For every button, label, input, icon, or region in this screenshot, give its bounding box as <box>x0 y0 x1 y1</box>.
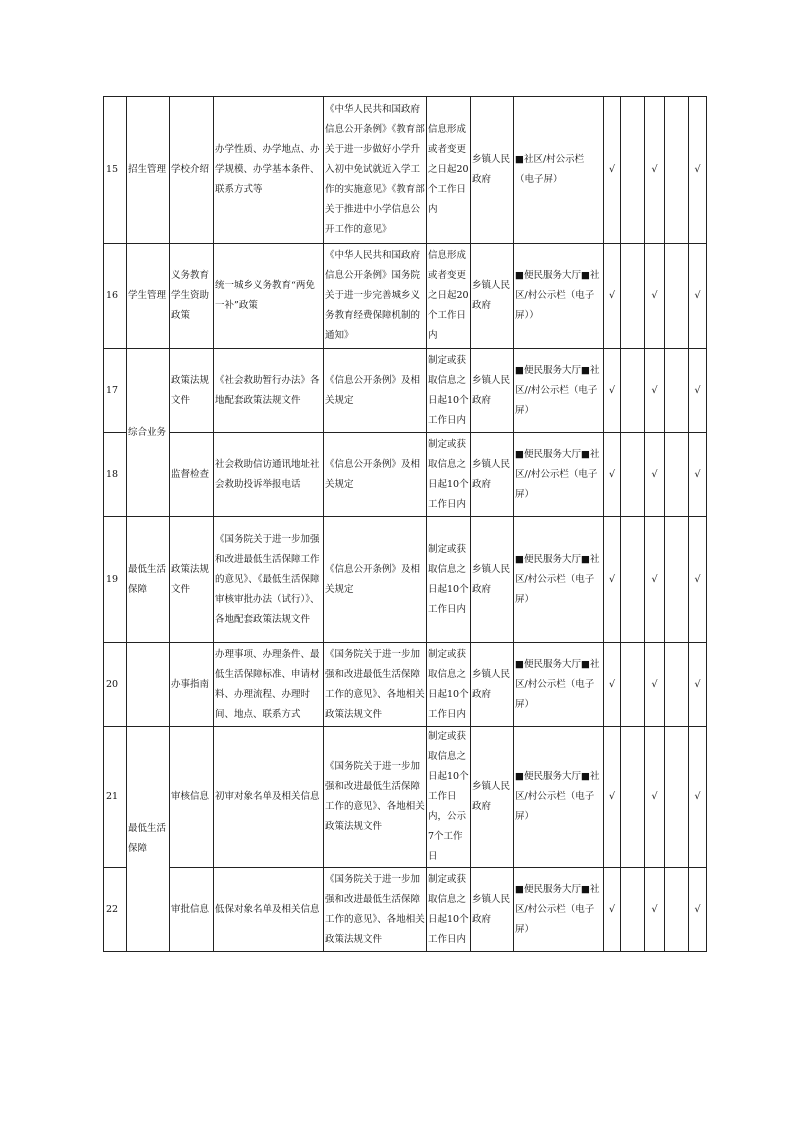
channel-cell: ■社区/村公示栏（电子屏） <box>514 97 604 244</box>
content-cell: 初审对象名单及相关信息 <box>214 727 324 868</box>
check-cell: √ <box>645 97 665 244</box>
check-cell <box>665 433 689 517</box>
table-row <box>104 868 707 952</box>
item-cell: 学校介绍 <box>170 97 214 244</box>
check-cell: √ <box>689 349 707 433</box>
check-cell <box>621 349 645 433</box>
row-number: 15 <box>104 97 127 244</box>
basis-cell: 《国务院关于进一步加强和改进最低生活保障工作的意见》、各地相关政策法规文件 <box>324 868 427 952</box>
table-row <box>104 643 707 727</box>
check-cell <box>665 349 689 433</box>
subject-cell: 乡镇人民政府 <box>471 643 514 727</box>
check-cell: √ <box>645 349 665 433</box>
basis-cell: 《中华人民共和国政府信息公开条例》《教育部关于进一步做好小学升入初中免试就近入学工作的实施意见》《教育部关于推进中小学信息公开工作的意见》 <box>324 97 427 244</box>
time-limit-cell: 制定或获取信息之日起10个工作日内 <box>427 349 471 433</box>
check-cell: √ <box>645 244 665 349</box>
subject-cell: 乡镇人民政府 <box>471 97 514 244</box>
item-cell: 办事指南 <box>170 643 214 727</box>
time-limit-cell: 信息形成或者变更之日起20个工作日内 <box>427 244 471 349</box>
check-cell: √ <box>645 643 665 727</box>
channel-cell: ■便民服务大厅■社区/村公示栏（电子屏） <box>514 643 604 727</box>
row-number: 17 <box>104 349 127 433</box>
check-cell <box>665 868 689 952</box>
item-cell: 政策法规文件 <box>170 349 214 433</box>
subject-cell: 乡镇人民政府 <box>471 244 514 349</box>
check-cell: √ <box>604 433 621 517</box>
check-cell <box>621 517 645 643</box>
table-row <box>104 727 707 868</box>
check-cell: √ <box>604 349 621 433</box>
check-cell: √ <box>604 727 621 868</box>
content-cell: 社会救助信访通讯地址社会救助投诉举报电话 <box>214 433 324 517</box>
time-limit-cell: 制定或获取信息之日起10个工作日内 <box>427 868 471 952</box>
check-cell: √ <box>645 433 665 517</box>
check-cell: √ <box>645 727 665 868</box>
basis-cell: 《信息公开条例》及相关规定 <box>324 349 427 433</box>
item-cell: 审核信息 <box>170 727 214 868</box>
check-cell: √ <box>689 97 707 244</box>
channel-cell: ■便民服务大厅■社区//村公示栏（电子屏） <box>514 349 604 433</box>
channel-cell: ■便民服务大厅■社区//村公示栏（电子屏） <box>514 433 604 517</box>
check-cell: √ <box>604 244 621 349</box>
subject-cell: 乡镇人民政府 <box>471 868 514 952</box>
table-row <box>104 517 707 643</box>
content-cell: 《社会救助暂行办法》各地配套政策法规文件 <box>214 349 324 433</box>
check-cell: √ <box>689 643 707 727</box>
check-cell: √ <box>604 643 621 727</box>
table-row <box>104 244 707 349</box>
content-cell: 统一城乡义务教育“两免一补”政策 <box>214 244 324 349</box>
subject-cell: 乡镇人民政府 <box>471 349 514 433</box>
category-cell <box>127 643 170 727</box>
item-cell: 政策法规文件 <box>170 517 214 643</box>
check-cell <box>665 643 689 727</box>
check-cell: √ <box>645 517 665 643</box>
category-cell: 最低生活保障 <box>127 517 170 643</box>
time-limit-cell: 信息形成或者变更之日起20个工作日内 <box>427 97 471 244</box>
item-cell: 义务教育学生资助政策 <box>170 244 214 349</box>
basis-cell: 《信息公开条例》及相关规定 <box>324 517 427 643</box>
channel-cell: ■便民服务大厅■社区/村公示栏（电子屏） <box>514 868 604 952</box>
category-cell: 招生管理 <box>127 97 170 244</box>
check-cell <box>665 517 689 643</box>
check-cell <box>665 727 689 868</box>
check-cell: √ <box>604 868 621 952</box>
category-cell: 综合业务 <box>127 349 170 517</box>
row-number: 22 <box>104 868 127 952</box>
item-cell: 监督检查 <box>170 433 214 517</box>
time-limit-cell: 制定或获取信息之日起10个工作日内 <box>427 517 471 643</box>
row-number: 19 <box>104 517 127 643</box>
check-cell: √ <box>689 727 707 868</box>
check-cell <box>621 868 645 952</box>
check-cell: √ <box>689 868 707 952</box>
check-cell <box>621 97 645 244</box>
channel-cell: ■便民服务大厅■社区/村公示栏（电子屏）） <box>514 244 604 349</box>
content-cell: 低保对象名单及相关信息 <box>214 868 324 952</box>
channel-cell: ■便民服务大厅■社区/村公示栏（电子屏） <box>514 727 604 868</box>
content-cell: 办理事项、办理条件、最低生活保障标准、申请材料、办理流程、办理时间、地点、联系方式 <box>214 643 324 727</box>
subject-cell: 乡镇人民政府 <box>471 727 514 868</box>
content-cell: 办学性质、办学地点、办学规模、办学基本条件、联系方式等 <box>214 97 324 244</box>
row-number: 20 <box>104 643 127 727</box>
basis-cell: 《信息公开条例》及相关规定 <box>324 433 427 517</box>
check-cell: √ <box>689 433 707 517</box>
time-limit-cell: 制定或获取信息之日起10个工作日内 <box>427 643 471 727</box>
basis-cell: 《国务院关于进一步加强和改进最低生活保障工作的意见》、各地相关政策法规文件 <box>324 727 427 868</box>
check-cell: √ <box>604 517 621 643</box>
subject-cell: 乡镇人民政府 <box>471 517 514 643</box>
row-number: 21 <box>104 727 127 868</box>
check-cell <box>621 727 645 868</box>
subject-cell: 乡镇人民政府 <box>471 433 514 517</box>
check-cell: √ <box>604 97 621 244</box>
check-cell <box>621 244 645 349</box>
basis-cell: 《国务院关于进一步加强和改进最低生活保障工作的意见》、各地相关政策法规文件 <box>324 643 427 727</box>
time-limit-cell: 制定或获取信息之日起10个工作日内，公示7个工作日 <box>427 727 471 868</box>
item-cell: 审批信息 <box>170 868 214 952</box>
check-cell <box>665 244 689 349</box>
category-cell: 最低生活保障 <box>127 727 170 952</box>
channel-cell: ■便民服务大厅■社区/村公示栏（电子屏） <box>514 517 604 643</box>
row-number: 18 <box>104 433 127 517</box>
check-cell <box>621 433 645 517</box>
check-cell: √ <box>645 868 665 952</box>
time-limit-cell: 制定或获取信息之日起10个工作日内 <box>427 433 471 517</box>
category-cell: 学生管理 <box>127 244 170 349</box>
check-cell <box>665 97 689 244</box>
table-row <box>104 433 707 517</box>
table-row <box>104 349 707 433</box>
disclosure-table <box>103 96 707 952</box>
content-cell: 《国务院关于进一步加强和改进最低生活保障工作的意见》、《最低生活保障审核审批办法（试行）》、各地配套政策法规文件 <box>214 517 324 643</box>
check-cell: √ <box>689 517 707 643</box>
table-row <box>104 97 707 244</box>
check-cell <box>621 643 645 727</box>
check-cell: √ <box>689 244 707 349</box>
row-number: 16 <box>104 244 127 349</box>
basis-cell: 《中华人民共和国政府信息公开条例》国务院关于进一步完善城乡义务教育经费保障机制的通知》 <box>324 244 427 349</box>
